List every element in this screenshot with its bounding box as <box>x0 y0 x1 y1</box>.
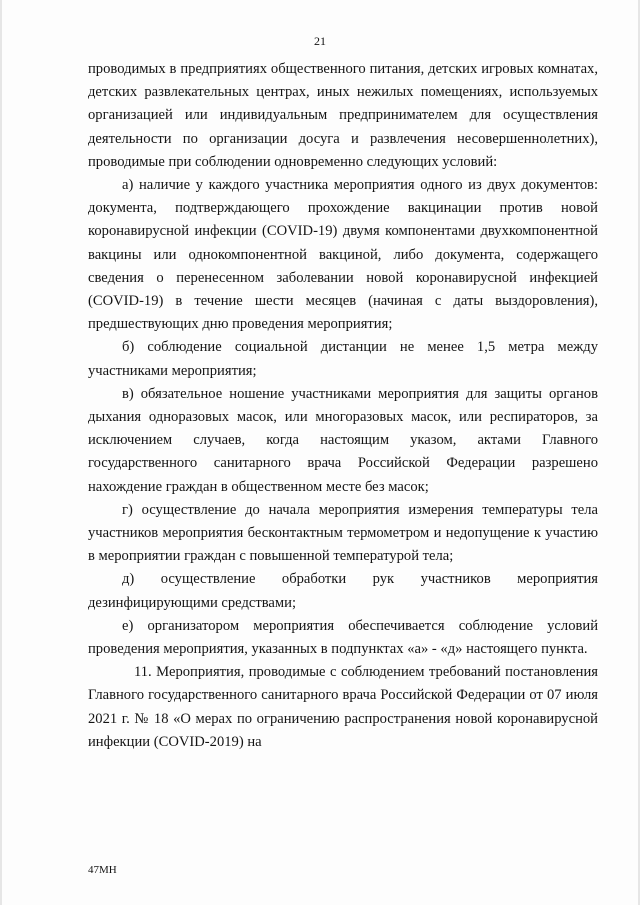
document-body <box>88 58 598 754</box>
paragraph-point-11: 11. Мероприятия, проводимые с соблюдением требований постановления Главного государственного санитарного врача Российской Федерации от 07 июля 2021 г. № 18 «О мерах по ограничению распространения новой коронавирусной инфекции (COVID-2019) на <box>88 664 598 750</box>
paragraph-item-a: а) наличие у каждого участника мероприятия одного из двух документов: документа, подтверждающего прохождение вакцинации против новой коронавирусной инфекции (COVID-19) двумя компонентами двухкомпонентной вакцины или однокомпонентной вакциной, либо документа, содержащего сведения о перенесенном заболевании новой коронавирусной инфекцией (COVID-19) в течение шести месяцев (начиная с даты выздоровления), предшествующих дню проведения мероприятия; <box>88 177 598 333</box>
footer-document-code: 47МН <box>88 864 117 876</box>
paragraph-item-g: г) осуществление до начала мероприятия измерения температуры тела участников мероприятия бесконтактным термометром и недопущение к участию в мероприятии граждан с повышенной температурой тела; <box>88 501 598 565</box>
paragraph-item-e: е) организатором мероприятия обеспечивается соблюдение условий проведения мероприятия, указанных в подпунктах «а» - «д» настоящего пункта. <box>88 617 598 658</box>
paragraph-continuation: проводимых в предприятиях общественного питания, детских игровых комнатах, детских развлекательных центрах, иных нежилых помещениях, используемых организацией или индивидуальным предпринимателем для осуществления деятельности по организации досуга и развлечения несовершеннолетних), проводимые при соблюдении одновременно следующих условий: <box>88 61 598 170</box>
paragraph-item-b: б) соблюдение социальной дистанции не менее 1,5 метра между участниками мероприятия; <box>88 339 598 379</box>
paragraph-item-d: д) осуществление обработки рук участников мероприятия дезинфицирующими средствами; <box>88 571 598 611</box>
paragraph-item-v: в) обязательное ношение участниками мероприятия для защиты органов дыхания одноразовых масок, или многоразовых масок, или респираторов, за исключением случаев, когда настоящим указом, актами Главного государственного санитарного врача Российской Федерации разрешено нахождение граждан в общественном месте без масок; <box>88 385 598 495</box>
page-number: 21 <box>314 34 326 48</box>
scan-edge-left <box>0 0 2 905</box>
